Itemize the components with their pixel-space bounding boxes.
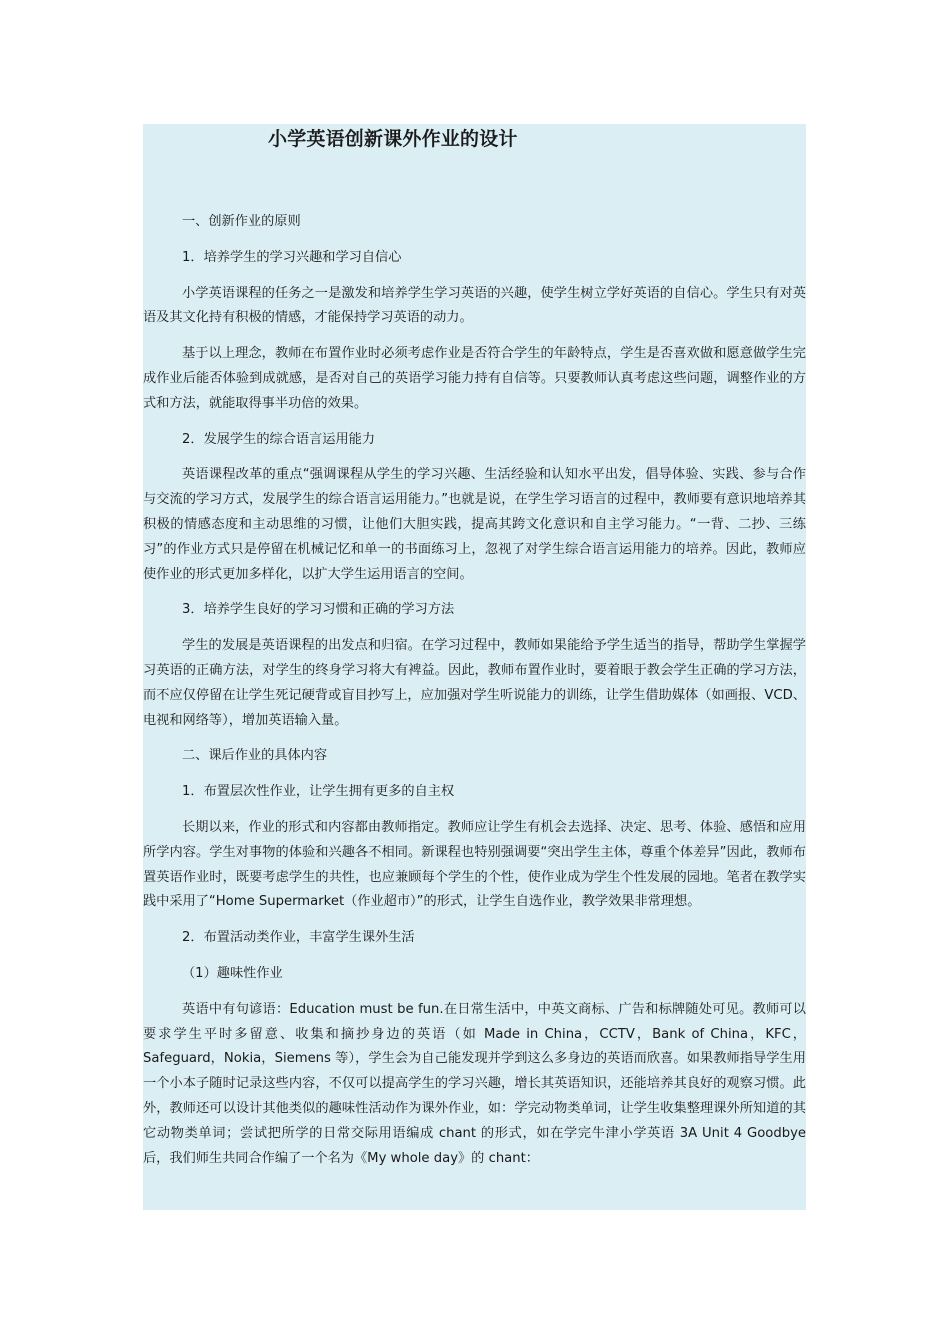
document-panel xyxy=(143,124,806,1210)
document-body xyxy=(143,210,806,1171)
paragraph: 英语中有句谚语：Education must be fun.在日常生活中，中英文商标、广告和标牌随处可见。教师可以要求学生平时多留意、收集和摘抄身边的英语（如 Made in China，CCTV，Bank of China，KFC，Safeguard，Nokia，Siemens 等），学生会为自己能发现并学到这么多身边的英语而欣喜。如果教师指导学生用一个小本子随时记录这些内容，不仅可以提高学生的学习兴趣，增长其英语知识，还能培养其良好的观察习惯。此外，教师还可以设计其他类似的趣味性活动作为课外作业，如：学完动物类单词，让学生收集整理课外所知道的其它动物类单词；尝试把所学的日常交际用语编成 chant 的形式，如在学完牛津小学英语 3A Unit 4 Goodbye 后，我们师生共同合作编了一个名为《My whole day》的 chant： xyxy=(143,1001,806,1166)
paragraph: 英语课程改革的重点“强调课程从学生的学习兴趣、生活经验和认知水平出发，倡导体验、实践、参与合作与交流的学习方式，发展学生的综合语言运用能力。”也就是说，在学生学习语言的过程中，教师要有意识地培养其积极的情感态度和主动思维的习惯，让他们大胆实践，提高其跨文化意识和自主学习能力。“一背、二抄、三练习”的作业方式只是停留在机械记忆和单一的书面练习上，忽视了对学生综合语言运用能力的培养。因此，教师应使作业的形式更加多样化，以扩大学生运用语言的空间。 xyxy=(143,467,806,582)
paragraph: 基于以上理念，教师在布置作业时必须考虑作业是否符合学生的年龄特点，学生是否喜欢做和愿意做学生完成作业后能否体验到成就感，是否对自己的英语学习能力持有自信等。只要教师认真考虑这些问题，调整作业的方式和方法，就能取得事半功倍的效果。 xyxy=(143,346,806,411)
subheading-1-2: 2．发展学生的综合语言运用能力 xyxy=(182,431,376,447)
subheading-1-1: 1．培养学生的学习兴趣和学习自信心 xyxy=(182,249,402,265)
subheading-2-1: 1．布置层次性作业，让学生拥有更多的自主权 xyxy=(182,784,455,800)
heading-1: 一、创新作业的原则 xyxy=(182,214,301,229)
document-title: 小学英语创新课外作业的设计 xyxy=(268,128,518,150)
subheading-1-3: 3．培养学生良好的学习习惯和正确的学习方法 xyxy=(182,602,455,618)
paragraph: 长期以来，作业的形式和内容都由教师指定。教师应让学生有机会去选择、决定、思考、体验、感悟和应用所学内容。学生对事物的体验和兴趣各不相同。新课程也特别强调要“突出学生主体，尊重个体差异”因此，教师布置英语作业时，既要考虑学生的共性，也应兼顾每个学生的个性，使作业成为学生个性发展的园地。笔者在教学实践中采用了“Home Supermarket（作业超市）”的形式，让学生自选作业，教学效果非常理想。 xyxy=(143,819,806,910)
subheading-2-2: 2．布置活动类作业，丰富学生课外生活 xyxy=(182,930,415,946)
paragraph: 学生的发展是英语课程的出发点和归宿。在学习过程中，教师如果能给予学生适当的指导，帮助学生掌握学习英语的正确方法，对学生的终身学习将大有裨益。因此，教师布置作业时，要着眼于教会学生正确的学习方法，而不应仅停留在让学生死记硬背或盲目抄写上，应加强对学生听说能力的训练，让学生借助媒体（如画报、VCD、电视和网络等），增加英语输入量。 xyxy=(143,638,806,728)
heading-2: 二、课后作业的具体内容 xyxy=(182,748,328,764)
paragraph: 小学英语课程的任务之一是激发和培养学生学习英语的兴趣，使学生树立学好英语的自信心。学生只有对英语及其文化持有积极的情感，才能保持学习英语的动力。 xyxy=(143,285,806,326)
subheading-2-2-1: （1）趣味性作业 xyxy=(182,965,283,981)
